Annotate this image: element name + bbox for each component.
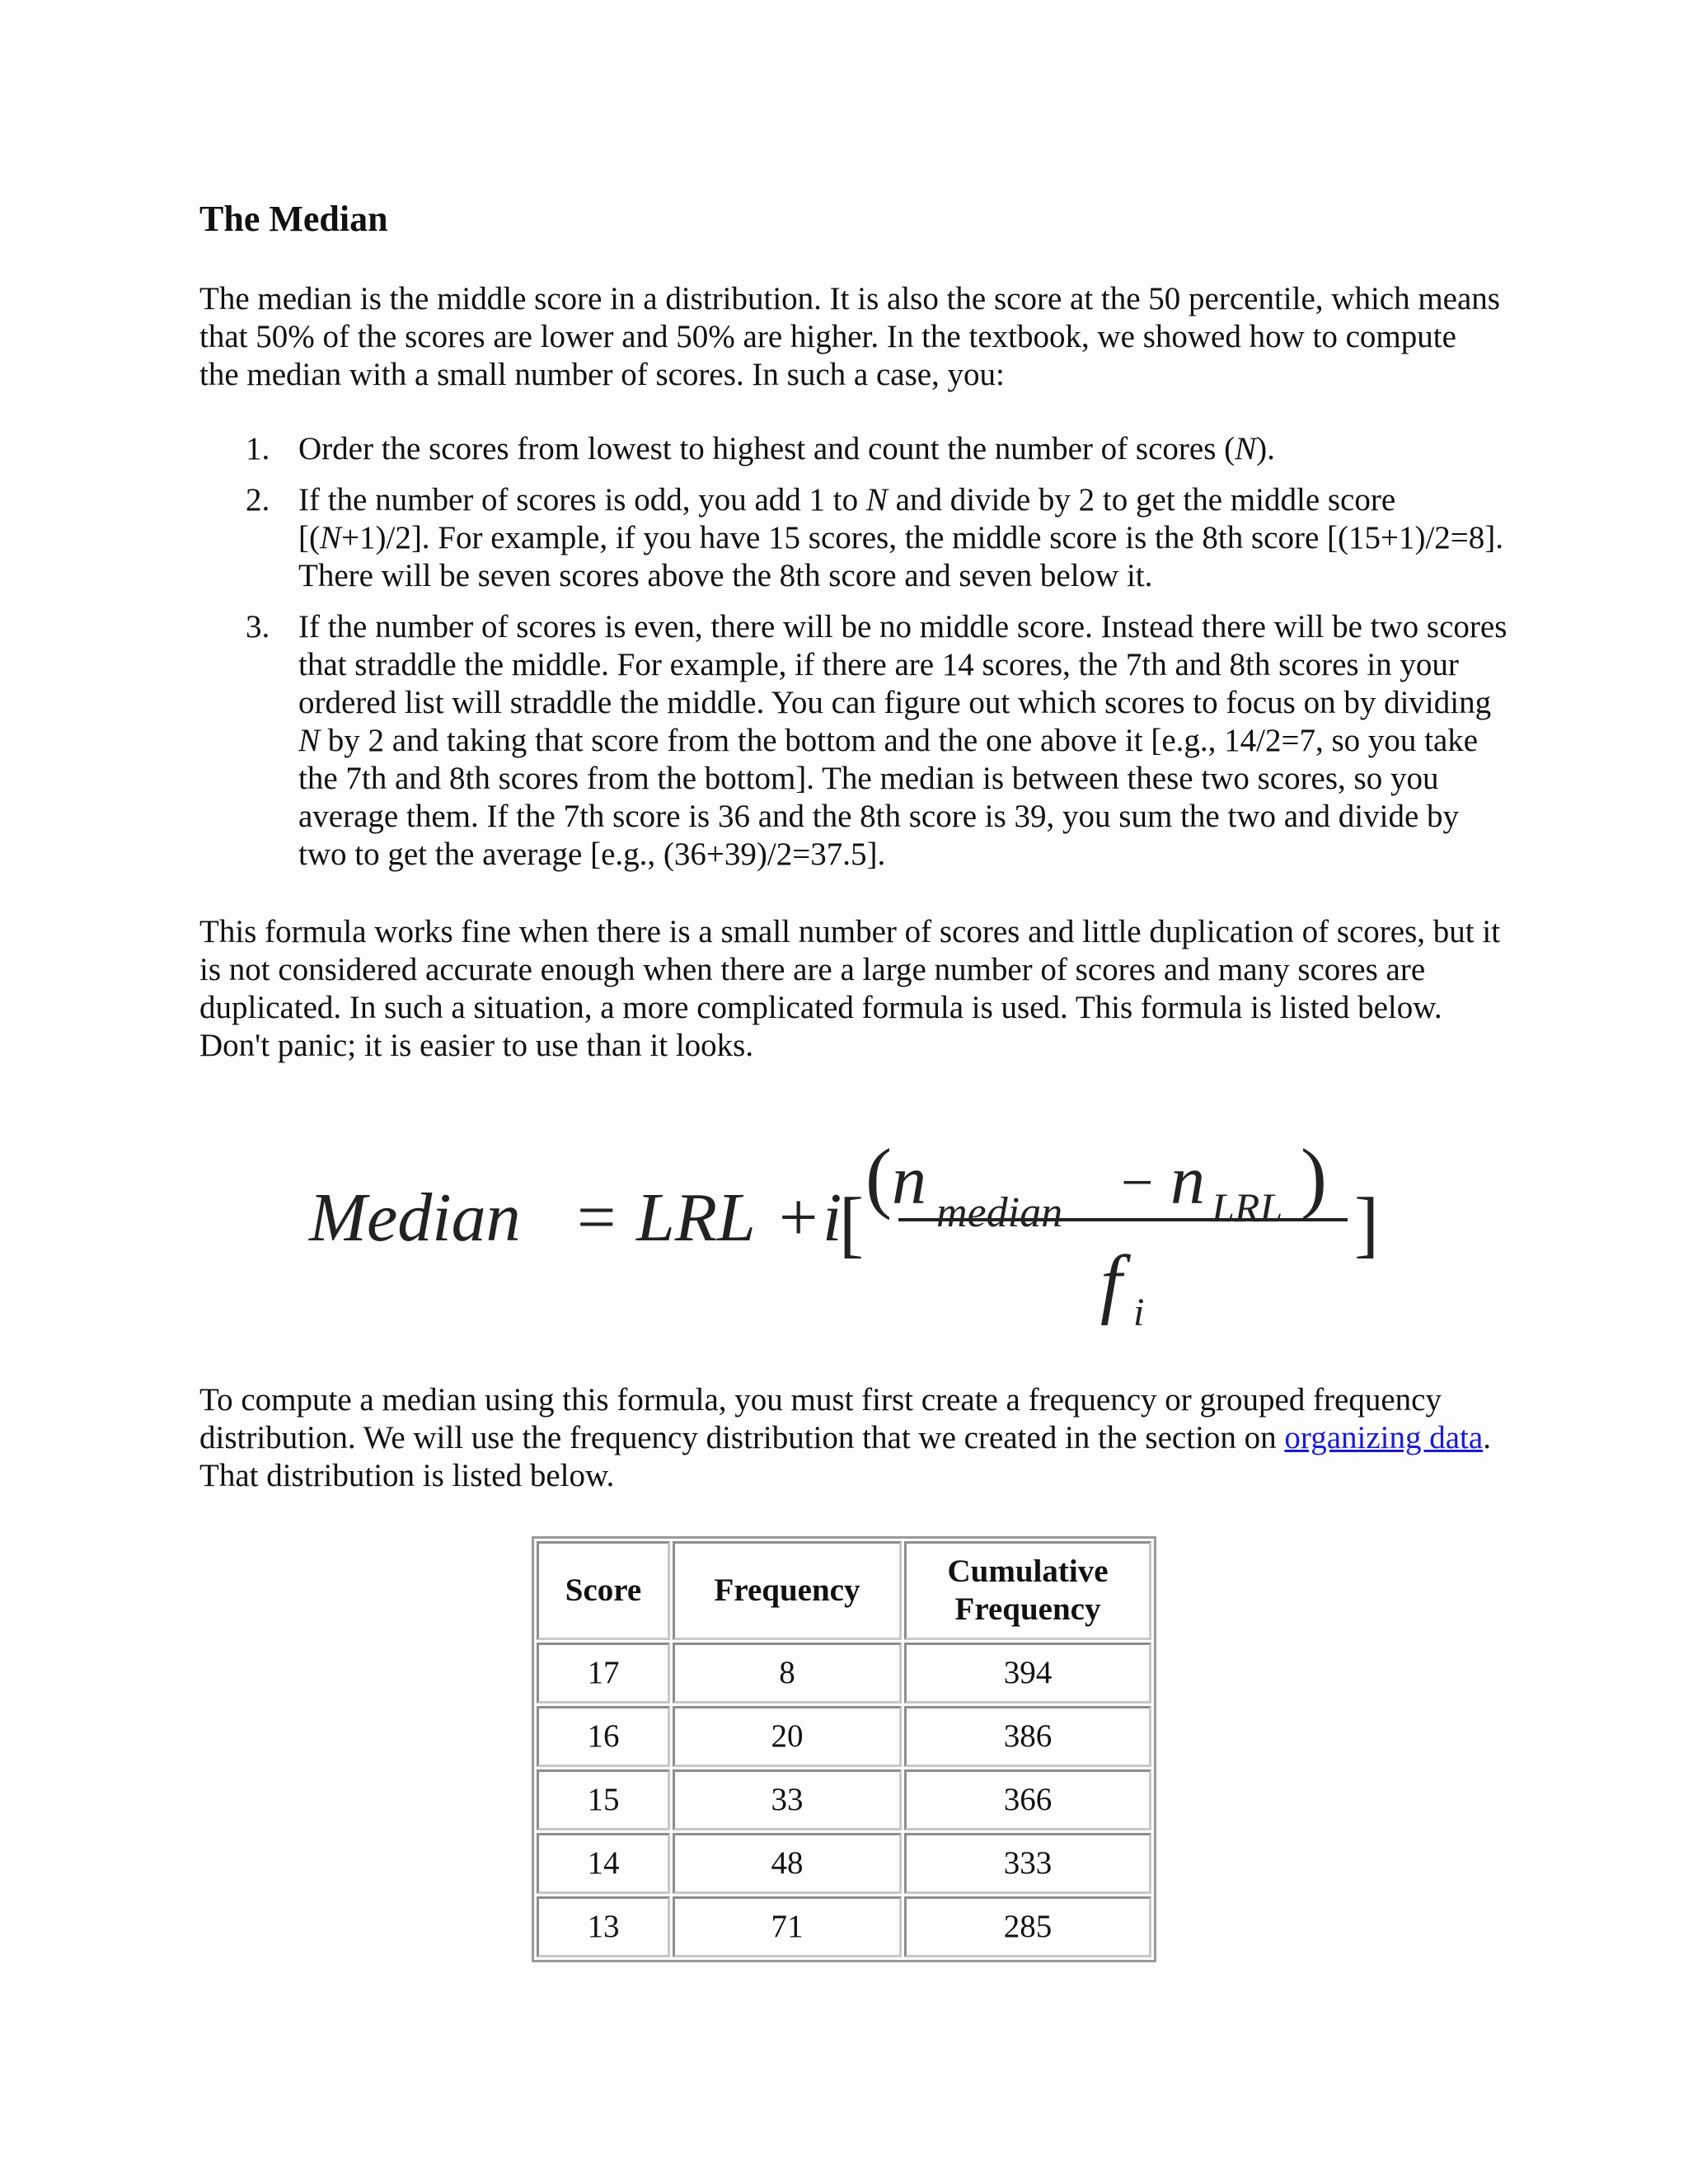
step-text: If the number of scores is even, there will be no middle score. Instead there will be two scores that straddle the middle. For example, if there are 14 scores, the 7th and 8th scores in your ordered list will straddle the middle. You can figure out which scores to focus on by dividing (298, 609, 1507, 720)
score-cell: 14 (537, 1833, 670, 1894)
formula-plus: + (779, 1179, 818, 1256)
variable-n: N (865, 482, 888, 518)
cumulative-frequency-cell: 366 (904, 1769, 1151, 1830)
formula-open-paren: ( (865, 1132, 892, 1221)
variable-n: N (298, 723, 321, 758)
page-title: The Median (199, 199, 388, 239)
step-text: by 2 and taking that score from the bottom and the one above it [e.g., 14/2=7, so you take the 7th and 8th scores from the bottom]. The median is between these two scores, so you average them. If the 7th score is 36 and the 8th score is 39, you sum the two and divide by two to get the average [e.g., (36+39)/2=37.5]. (298, 723, 1479, 872)
step-text: +1)/2]. For example, if you have 15 scores, the middle score is the 8th score [(15+1)/2=8]. There will be seven scores above the 8th score and seven below it. (298, 520, 1504, 593)
compute-text: . That distribution is listed below. (199, 1420, 1491, 1493)
table-row (537, 1643, 1151, 1704)
list-item (199, 430, 1510, 468)
step-text: Order the scores from lowest to highest and count the number of scores ( (298, 431, 1236, 466)
column-header-frequency: Frequency (673, 1541, 902, 1640)
variable-n: N (1235, 431, 1257, 466)
compute-paragraph (199, 1381, 1502, 1495)
step-text: ). (1256, 431, 1275, 466)
formula-minus: − (1121, 1151, 1154, 1215)
step-text: If the number of scores is odd, you add 1 to (298, 482, 866, 518)
frequency-cell: 8 (673, 1643, 902, 1704)
formula-equals: = (577, 1179, 617, 1256)
formula-lrl: LRL (636, 1179, 756, 1256)
median-formula-graphic (297, 1129, 1418, 1343)
formula-close-paren: ) (1301, 1132, 1327, 1221)
formula-lrl-subscript: LRL (1212, 1184, 1283, 1230)
column-header-cumulative-frequency (904, 1541, 1151, 1640)
score-cell: 16 (537, 1706, 670, 1767)
formula-f-subscript: i (1133, 1291, 1145, 1334)
cumulative-frequency-cell: 285 (904, 1896, 1151, 1957)
table-header-row (537, 1541, 1151, 1640)
list-item-number: 1. (246, 431, 270, 466)
formula-intro-paragraph: This formula works fine when there is a small number of scores and little duplication of scores, but it is not considered accurate enough when there are a large number of scores and many scores are duplicated. In such a situation, a more complicated formula is used. This formula is listed below. Don't panic; it is easier to use than it looks. (199, 914, 1501, 1063)
median-formula (297, 1129, 1418, 1343)
score-cell: 17 (537, 1643, 670, 1704)
frequency-cell: 48 (673, 1833, 902, 1894)
formula-open-bracket: [ (839, 1183, 864, 1265)
intro-paragraph: The median is the middle score in a distribution. It is also the score at the 50 percentile, which means that 50% of the scores are lower and 50% are higher. In the textbook, we showed how to compute the median with a small number of scores. In such a case, you: (199, 281, 1500, 392)
table-row (537, 1769, 1151, 1830)
formula-i: i (823, 1179, 842, 1256)
formula-f: f (1100, 1240, 1123, 1326)
table-row (537, 1706, 1151, 1767)
table-row (537, 1833, 1151, 1894)
column-header-cumulative-frequency-label: Cumulative Frequency (947, 1554, 1109, 1627)
steps-list (199, 430, 1510, 887)
score-cell: 13 (537, 1896, 670, 1957)
cumulative-frequency-cell: 386 (904, 1706, 1151, 1767)
formula-n-median: n (892, 1142, 926, 1219)
list-item-number: 2. (246, 482, 270, 518)
list-item (199, 608, 1510, 874)
frequency-table (532, 1536, 1156, 1962)
compute-text: To compute a median using this formula, you must first create a frequency or grouped frequency distribution. We will use the frequency distribution that we created in the section on (199, 1382, 1442, 1455)
variable-n: N (319, 520, 341, 555)
list-item (199, 481, 1510, 595)
frequency-cell: 20 (673, 1706, 902, 1767)
frequency-cell: 33 (673, 1769, 902, 1830)
table-row (537, 1896, 1151, 1957)
cumulative-frequency-cell: 333 (904, 1833, 1151, 1894)
formula-median-subscript: median (936, 1189, 1063, 1236)
column-header-score: Score (537, 1541, 670, 1640)
formula-n-lrl: n (1170, 1142, 1205, 1219)
step-text: and divide by 2 to get the middle score [( (298, 482, 1396, 555)
frequency-cell: 71 (673, 1896, 902, 1957)
score-cell: 15 (537, 1769, 670, 1830)
organizing-data-link[interactable]: organizing data (1284, 1420, 1484, 1455)
cumulative-frequency-cell: 394 (904, 1643, 1151, 1704)
list-item-number: 3. (246, 609, 270, 644)
formula-close-bracket: ] (1354, 1183, 1379, 1265)
formula-median-label: Median (309, 1179, 521, 1256)
